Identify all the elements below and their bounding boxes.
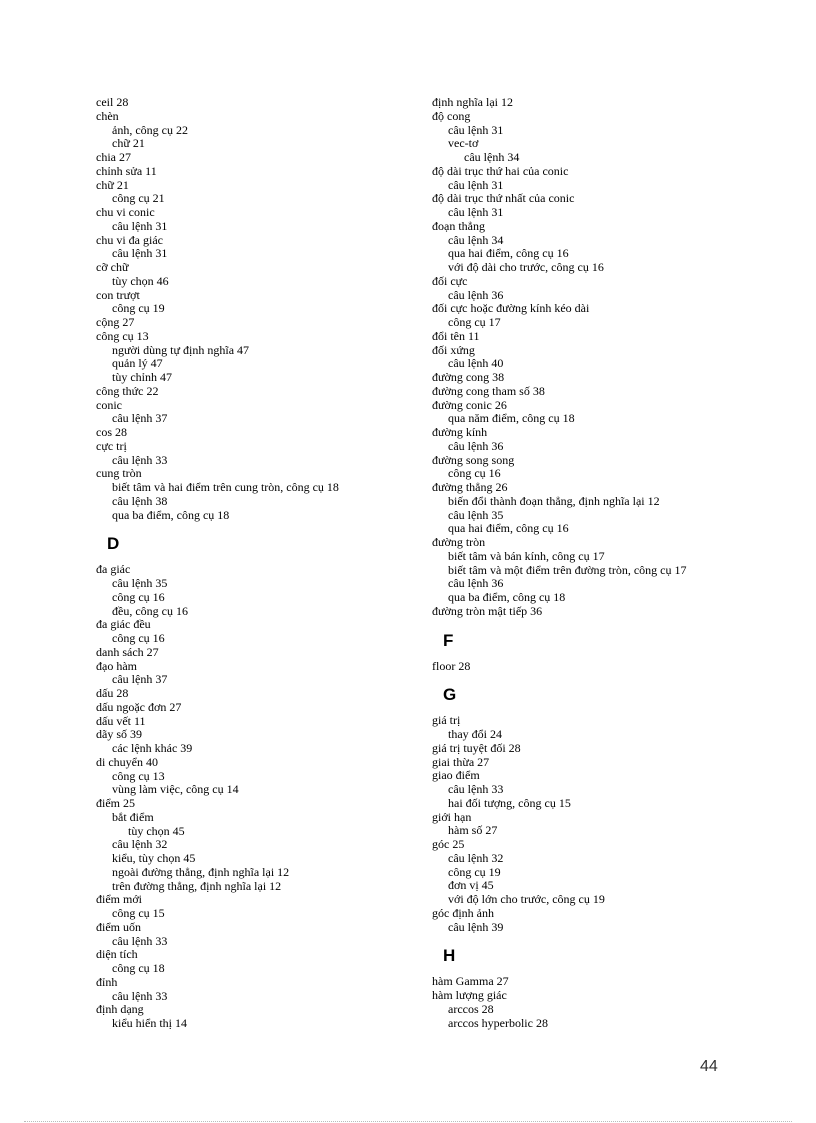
index-subentry: vùng làm việc, công cụ 14 bbox=[112, 782, 239, 797]
index-entry: đối xứng bbox=[432, 342, 475, 357]
index-entry: giá trị tuyệt đối 28 bbox=[432, 740, 521, 755]
index-subentry: công cụ 18 bbox=[112, 961, 165, 975]
index-subentry: công cụ 21 bbox=[112, 191, 165, 206]
index-entry: cung tròn bbox=[96, 466, 142, 481]
index-entry: chèn bbox=[96, 108, 119, 123]
index-subentry: thay đổi 24 bbox=[448, 727, 502, 741]
index-entry: danh sách 27 bbox=[96, 644, 159, 659]
page-bottom-divider bbox=[24, 1121, 792, 1122]
index-entry: góc 25 bbox=[432, 837, 465, 851]
index-subentry: ngoài đường thẳng, định nghĩa lại 12 bbox=[112, 864, 290, 879]
index-entry: chỉnh sửa 11 bbox=[96, 163, 157, 178]
index-entry: đường cong 38 bbox=[432, 370, 505, 384]
index-subentry: hai đối tượng, công cụ 15 bbox=[448, 795, 571, 810]
index-entry: hàm Gamma 27 bbox=[432, 974, 509, 989]
index-subentry: câu lệnh 33 bbox=[112, 988, 168, 1003]
index-subentry: qua hai điểm, công cụ 16 bbox=[448, 246, 569, 261]
index-entry: cộng 27 bbox=[96, 315, 135, 329]
index-section-letter: F bbox=[443, 630, 454, 650]
index-section-letter: G bbox=[443, 685, 457, 705]
index-subentry: câu lệnh 33 bbox=[448, 782, 504, 796]
index-subentry: kiểu hiển thị 14 bbox=[112, 1016, 187, 1030]
page-number: 44 bbox=[700, 1058, 718, 1075]
index-subentry: công cụ 13 bbox=[112, 768, 165, 783]
index-subentry: biết tâm và bán kính, công cụ 17 bbox=[448, 548, 605, 563]
index-entry: đa giác bbox=[96, 562, 131, 577]
index-entry: đạo hàm bbox=[96, 658, 137, 673]
index-subentry: câu lệnh 40 bbox=[448, 356, 504, 371]
index-subentry: câu lệnh 32 bbox=[112, 837, 168, 852]
index-subentry: câu lệnh 34 bbox=[464, 150, 520, 164]
index-subentry: câu lệnh 31 bbox=[448, 122, 504, 137]
index-subentry: arccos hyperbolic 28 bbox=[448, 1015, 548, 1030]
index-subentry: đều, công cụ 16 bbox=[112, 603, 188, 618]
index-entry: floor 28 bbox=[432, 658, 471, 673]
index-subentry: tùy chỉnh 47 bbox=[112, 370, 172, 384]
index-subentry: câu lệnh 33 bbox=[112, 452, 168, 467]
index-entry: di chuyển 40 bbox=[96, 754, 158, 769]
index-entry: đối cực bbox=[432, 273, 468, 288]
index-entry: chu vi conic bbox=[96, 205, 155, 219]
index-subentry: qua ba điểm, công cụ 18 bbox=[112, 507, 230, 522]
index-subentry: quản lý 47 bbox=[112, 356, 163, 371]
index-entry: đường thẳng 26 bbox=[432, 480, 508, 494]
index-subentry: biết tâm và hai điểm trên cung tròn, công cụ 18 bbox=[112, 480, 339, 494]
index-entry: đa giác đều bbox=[96, 617, 151, 632]
index-entry: giới hạn bbox=[432, 809, 472, 824]
index-subentry: với độ lớn cho trước, công cụ 19 bbox=[448, 892, 605, 906]
index-subentry: công cụ 16 bbox=[112, 631, 165, 645]
index-subentry: tùy chọn 46 bbox=[112, 273, 169, 288]
index-subentry: người dùng tự định nghĩa 47 bbox=[112, 342, 250, 357]
index-subentry: tùy chọn 45 bbox=[128, 823, 185, 838]
index-subentry: câu lệnh 36 bbox=[448, 438, 504, 453]
index-entry: định dạng bbox=[96, 1002, 144, 1017]
index-entry: đối cực hoặc đường kính kéo dài bbox=[432, 301, 590, 316]
index-entry: định nghĩa lại 12 bbox=[432, 95, 513, 109]
index-entry: đường kính bbox=[432, 425, 488, 439]
index-subentry: hàm số 27 bbox=[448, 823, 498, 838]
index-subentry: câu lệnh 31 bbox=[112, 246, 168, 261]
index-entry: con trượt bbox=[96, 287, 140, 302]
index-subentry: đơn vị 45 bbox=[448, 878, 494, 893]
index-entry: diện tích bbox=[96, 947, 138, 962]
index-subentry: câu lệnh 35 bbox=[112, 576, 168, 590]
index-subentry: câu lệnh 32 bbox=[448, 850, 504, 865]
index-entry: cỡ chữ bbox=[96, 260, 129, 274]
index-entry: điểm mới bbox=[96, 892, 143, 907]
index-subentry: biến đổi thành đoạn thẳng, định nghĩa lại 12 bbox=[448, 493, 660, 508]
index-column-right bbox=[432, 96, 772, 1030]
index-subentry: qua ba điểm, công cụ 18 bbox=[448, 590, 566, 604]
index-column-left bbox=[96, 96, 416, 1031]
index-entry: đoạn thẳng bbox=[432, 218, 485, 233]
index-entry: độ dài trục thứ hai của conic bbox=[432, 163, 569, 178]
index-subentry: câu lệnh 37 bbox=[112, 672, 168, 687]
index-entry: dấu vết 11 bbox=[96, 713, 146, 728]
index-entry: điểm uốn bbox=[96, 919, 141, 934]
index-entry: ceil 28 bbox=[96, 95, 129, 109]
index-section-letter: H bbox=[443, 946, 456, 966]
index-subentry: chữ 21 bbox=[112, 136, 145, 151]
index-subentry: câu lệnh 34 bbox=[448, 232, 504, 247]
index-subentry: câu lệnh 33 bbox=[112, 933, 168, 948]
index-subentry: câu lệnh 36 bbox=[448, 576, 504, 591]
index-subentry: ảnh, công cụ 22 bbox=[112, 122, 188, 137]
index-entry: đổi tên 11 bbox=[432, 328, 480, 343]
index-entry: hàm lượng giác bbox=[432, 988, 507, 1002]
index-subentry: câu lệnh 39 bbox=[448, 919, 504, 934]
index-entry: dấu 28 bbox=[96, 686, 129, 700]
index-entry: dấu ngoặc đơn 27 bbox=[96, 699, 182, 714]
index-entry: chu vi đa giác bbox=[96, 232, 163, 247]
index-subentry: câu lệnh 31 bbox=[448, 205, 504, 219]
index-subentry: công cụ 19 bbox=[448, 864, 501, 879]
index-subentry: công cụ 17 bbox=[448, 315, 501, 329]
index-entry: điểm 25 bbox=[96, 796, 135, 810]
index-subentry: với độ dài cho trước, công cụ 16 bbox=[448, 260, 604, 274]
index-entry: độ dài trục thứ nhất của conic bbox=[432, 191, 575, 206]
index-subentry: các lệnh khác 39 bbox=[112, 741, 193, 755]
index-entry: conic bbox=[96, 397, 122, 412]
index-subentry: câu lệnh 35 bbox=[448, 507, 504, 522]
index-subentry: công cụ 16 bbox=[448, 466, 501, 481]
index-subentry: arccos 28 bbox=[448, 1001, 494, 1016]
index-entry: dãy số 39 bbox=[96, 727, 142, 742]
index-section-letter: D bbox=[107, 534, 120, 554]
index-subentry: câu lệnh 37 bbox=[112, 411, 168, 426]
index-subentry: công cụ 16 bbox=[112, 589, 165, 604]
index-subentry: biết tâm và một điểm trên đường tròn, công cụ 17 bbox=[448, 562, 687, 577]
index-entry: đường cong tham số 38 bbox=[432, 383, 545, 398]
index-entry: giai thừa 27 bbox=[432, 754, 490, 769]
index-subentry: qua năm điểm, công cụ 18 bbox=[448, 411, 575, 426]
index-subentry: công cụ 15 bbox=[112, 906, 165, 920]
index-subentry: bắt điểm bbox=[112, 809, 154, 824]
index-entry: giá trị bbox=[432, 713, 461, 728]
index-entry: đỉnh bbox=[96, 974, 118, 989]
index-entry: cực trị bbox=[96, 438, 127, 453]
index-subentry: công cụ 19 bbox=[112, 301, 165, 316]
index-entry: chia 27 bbox=[96, 150, 131, 164]
index-entry: đường tròn mật tiếp 36 bbox=[432, 603, 543, 618]
index-subentry: vec-tơ bbox=[448, 136, 479, 151]
index-subentry: câu lệnh 31 bbox=[112, 218, 168, 233]
index-entry: đường song song bbox=[432, 452, 515, 467]
index-subentry: trên đường thẳng, định nghĩa lại 12 bbox=[112, 878, 282, 893]
index-entry: cos 28 bbox=[96, 425, 127, 439]
index-subentry: qua hai điểm, công cụ 16 bbox=[448, 521, 569, 536]
index-entry: góc định ảnh bbox=[432, 905, 494, 920]
index-entry: độ cong bbox=[432, 108, 471, 123]
index-entry: giao điểm bbox=[432, 768, 480, 783]
index-subentry: câu lệnh 31 bbox=[448, 177, 504, 192]
index-entry: đường conic 26 bbox=[432, 397, 507, 412]
index-subentry: kiểu, tùy chọn 45 bbox=[112, 851, 196, 865]
index-entry: công cụ 13 bbox=[96, 328, 149, 343]
index-subentry: câu lệnh 38 bbox=[112, 493, 168, 508]
index-entry: chữ 21 bbox=[96, 177, 129, 192]
index-entry: đường tròn bbox=[432, 535, 486, 549]
index-subentry: câu lệnh 36 bbox=[448, 287, 504, 302]
index-entry: công thức 22 bbox=[96, 383, 159, 398]
